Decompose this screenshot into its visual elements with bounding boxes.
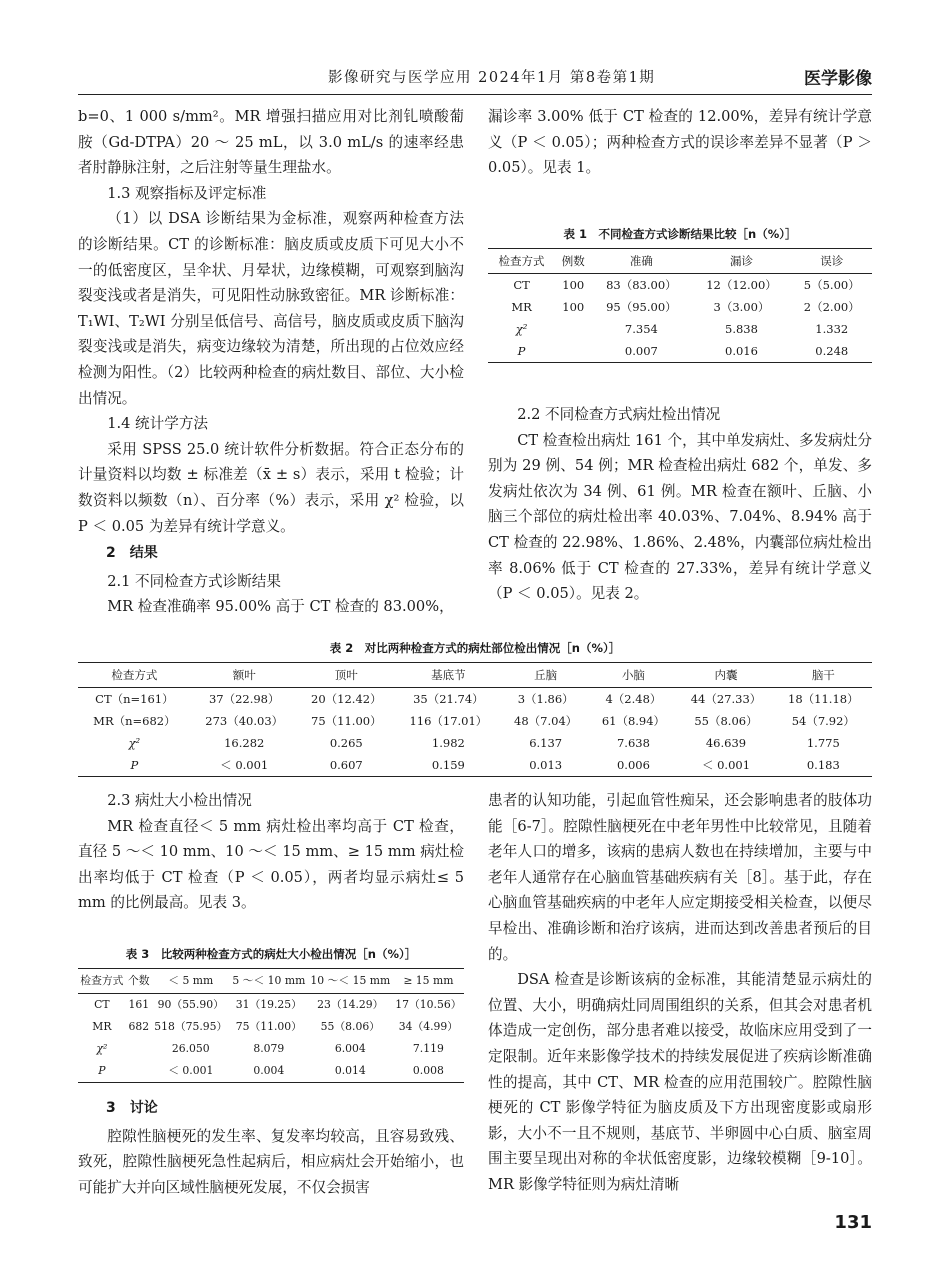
table-header-cell: 小脑 [590,663,678,688]
section-heading-2-2: 2.2 不同检查方式病灶检出情况 [517,406,721,423]
table-cell: 16.282 [224,736,265,750]
table-cell: 44（27.33） [690,692,762,706]
table-row [78,710,872,732]
table-cell: 2（2.00） [803,300,860,314]
table-cell: 3（3.00） [713,300,770,314]
table-row [78,994,464,1017]
table-header-cell: ≥ 15 mm [393,969,464,994]
table-cell: 34（4.99） [398,1020,459,1033]
table-header-cell: 脑干 [775,663,872,688]
section-title: 医学影像 [804,69,872,89]
paragraph: 采用 SPSS 25.0 统计软件分析数据。符合正态分布的计量资料以均数 ± 标准差（x̄ ± s）表示，采用 t 检验；计数资料以频数（n）、百分率（%）表示，采用 χ² 检验，以 P ＜ 0.05 为差异有统计学意义。 [78,440,464,535]
paragraph: （1）以 DSA 诊断结果为金标准，观察两种检查方法的诊断结果。CT 的诊断标准：脑皮质或皮质下可见大小不一的低密度区，呈伞状、月晕状，边缘模糊，可观察到脑沟裂变浅或者是消失，可见阳性动脉致密征。MR 诊断标准：T₁WI、T₂WI 分别呈低信号、高信号，脑皮质或皮质下脑沟裂变浅或是消失，病变边缘较为清楚，所出现的占位效应经检测为阳性。（2）比较两种检查的病灶数目、部位、大小检出情况。 [78,210,464,407]
table-cell: 12（12.00） [706,278,777,292]
header-rule [78,94,872,95]
table-cell: 75（11.00） [235,1020,302,1033]
table-cell: 54（7.92） [791,714,855,728]
paragraph: 腔隙性脑梗死的发生率、复发率均较高，且容易致残、致死，腔隙性脑梗死急性起病后，相应病灶会开始缩小，也可能扩大并向区域性脑梗死发展，不仅会损害 [78,1127,464,1196]
table-cell: MR [92,1020,112,1033]
table-cell: 37（22.98） [208,692,280,706]
table-cell: 90（55.90） [157,998,224,1011]
table-row [488,340,872,363]
table-cell: 61（8.94） [601,714,666,728]
table-row [488,296,872,318]
table-cell: ＜ 0.001 [677,754,774,777]
right-column-top [488,104,872,181]
table-header-cell: 准确 [591,249,691,274]
left-column-top [78,104,464,620]
paragraph: MR 检查直径＜ 5 mm 病灶检出率均高于 CT 检查，直径 5 ～＜ 10 mm、10 ～＜ 15 mm、≥ 15 mm 病灶检出率均低于 CT 检查（P ＜ 0.05），两者均显示病灶≤ 5 mm 的比例最高。见表 3。 [78,817,464,912]
table-2-grid [78,662,872,777]
table-cell: 0.265 [329,736,363,750]
table-cell: 75（11.00） [311,714,382,728]
table-row [78,1060,464,1083]
table-header-cell: 丘脑 [502,663,590,688]
table-cell: MR [511,300,532,314]
table-cell [126,1060,152,1083]
table-cell: 273（40.03） [205,714,284,728]
table-cell: 116（17.01） [409,714,488,728]
table-cell: 95（95.00） [606,300,677,314]
right-column-mid [488,402,872,607]
table-2 [78,640,872,777]
table-cell: 0.607 [298,754,395,777]
section-heading-2-1: 2.1 不同检查方式诊断结果 [107,572,281,590]
table-cell: 518（75.95） [154,1020,228,1033]
table-header-cell: 检查方式 [78,969,126,994]
table-cell: 100 [562,278,585,292]
table-header-cell: 检查方式 [488,249,555,274]
table-cell: 31（19.25） [235,998,302,1011]
table-cell: 1.332 [815,322,849,336]
table-cell: 55（8.06） [694,714,758,728]
paragraph: CT 检查检出病灶 161 个，其中单发病灶、多发病灶分别为 29 例、54 例；MR 检查检出病灶 682 个，单发、多发病灶依次为 34 例、61 例。MR 检查在额叶、丘脑、小脑三个部位的病灶检出率 40.03%、7.04%、8.94% 高于 CT 检查的 22.98%、1.86%、2.48%，内囊部位病灶检出率 8.06% 低于 CT 检查的 27.33%，差异有统计学意义（P ＜ 0.05）。见表 2。 [488,431,872,603]
table-cell: 0.248 [792,340,872,363]
paragraph: DSA 检查是诊断该病的金标准，其能清楚显示病灶的位置、大小，明确病灶同周围组织的关系，但其会对患者机体造成一定创伤，部分患者难以接受，故临床应用受到了一定限制。近年来影像学技术的持续发展促进了疾病诊断准确性的提高，其中 CT、MR 检查的应用范围较广。腔隙性脑梗死的 CT 影像学特征为脑皮质及下方出现密度影或扇形影，大小不一且不规则，基底节、半卵圆中心白质、脑室周围主要呈现出对称的伞状低密度影，边缘较模糊［9-10］。MR 影像学特征则为病灶清晰 [488,971,872,1193]
table-cell: χ² [128,736,141,750]
table-cell: CT [513,278,530,292]
table-cell: 5.838 [725,322,758,336]
table-cell: 6.004 [334,1042,366,1055]
table-cell: 1.982 [431,736,465,750]
page-number: 131 [834,1212,872,1233]
table-cell: 7.354 [624,322,658,336]
table-cell: CT [94,998,110,1011]
table-row [488,274,872,297]
table-cell: 0.008 [393,1060,464,1083]
section-heading-1-4: 1.4 统计学方法 [107,415,209,433]
table-cell: 100 [562,300,585,314]
table-row [488,318,872,340]
table-cell: P [488,340,555,363]
table-cell: 0.183 [775,754,872,777]
table-1 [488,226,872,363]
paragraph: b=0、1 000 s/mm²。MR 增强扫描应用对比剂钆喷酸葡胺（Gd-DTPA）20 ～ 25 mL，以 3.0 mL/s 的速率经患者肘静脉注射，之后注射等量生理盐水。 [78,108,464,177]
table-cell: 83（83.00） [606,278,677,292]
table-cell: 0.006 [590,754,678,777]
running-header [78,66,872,90]
table-cell [555,340,591,363]
table-cell: 682 [128,1020,150,1033]
table-cell: 6.137 [529,736,563,750]
table-cell: 5（5.00） [803,278,860,292]
table-header-cell: 额叶 [191,663,298,688]
section-heading-2: 2 结果 [106,545,158,562]
table-cell: 161 [128,998,150,1011]
section-heading-3: 3 讨论 [106,1100,158,1116]
table-header-cell: 内囊 [677,663,774,688]
table-cell: 8.079 [253,1042,285,1055]
table-cell: 3（1.86） [517,692,574,706]
section-heading-1-3: 1.3 观察指标及评定标准 [107,184,267,202]
table-header-cell: 误诊 [792,249,872,274]
table-cell: 46.639 [705,736,747,750]
table-header-cell: 基底节 [395,663,502,688]
table-cell: 23（14.29） [317,998,384,1011]
table-cell [555,318,591,340]
table-cell: 48（7.04） [514,714,578,728]
table-cell: 0.159 [395,754,502,777]
table-3 [78,946,464,1083]
table-row [78,732,872,754]
table-3-grid [78,968,464,1083]
table-cell: 1.775 [806,736,840,750]
left-column-bottom [78,788,464,916]
table-3-caption: 表 3 比较两种检查方式的病灶大小检出情况［n（%）］ [125,947,417,961]
table-cell: 26.050 [171,1042,210,1055]
table-1-caption: 表 1 不同检查方式诊断结果比较［n（%）］ [563,227,797,241]
table-cell: 4（2.48） [605,692,662,706]
section-heading-2-3: 2.3 病灶大小检出情况 [107,792,252,809]
table-cell: 35（21.74） [413,692,484,706]
journal-title: 影像研究与医学应用 2024年1月 第8卷第1期 [328,70,656,86]
right-column-bottom [488,788,872,1198]
table-cell: ＜ 0.001 [152,1060,230,1083]
table-cell: χ² [96,1042,108,1055]
left-column-discussion [78,1094,464,1200]
table-2-caption: 表 2 对比两种检查方式的病灶部位检出情况［n（%）］ [329,641,621,655]
table-cell: 17（10.56） [395,998,462,1011]
table-header-cell: 5 ～＜ 10 mm [230,969,308,994]
table-cell: 0.004 [230,1060,308,1083]
table-cell: 0.016 [691,340,791,363]
table-cell: ＜ 0.001 [191,754,298,777]
paragraph: MR 检查准确率 95.00% 高于 CT 检查的 83.00%， [107,598,454,616]
table-header-cell: 10 ～＜ 15 mm [308,969,393,994]
paragraph: 患者的认知功能，引起血管性痴呆，还会影响患者的肢体功能［6-7］。腔隙性脑梗死在中老年男性中比较常见，且随着老年人口的增多，该病的患病人数也在持续增加，主要与中老年人通常存在心脑血管基础疾病有关［8］。基于此，存在心脑血管基础疾病的中老年人应定期接受相关检查，以便尽早检出、准确诊断和治疗该病，进而达到改善患者预后的目的。 [488,792,872,963]
table-1-grid [488,248,872,363]
table-cell: 7.638 [616,736,650,750]
table-row [78,1038,464,1060]
table-cell: CT（n=161） [95,692,174,706]
table-cell: P [78,754,191,777]
table-header-cell: 例数 [555,249,591,274]
table-cell [126,1038,152,1060]
table-cell: 20（12.42） [311,692,382,706]
table-cell: 0.014 [308,1060,393,1083]
table-header-cell: 顶叶 [298,663,395,688]
table-cell: χ² [515,322,528,336]
table-header-cell: ＜ 5 mm [152,969,230,994]
table-cell: P [78,1060,126,1083]
table-cell: 0.013 [502,754,590,777]
table-header-cell: 漏诊 [691,249,791,274]
paragraph: 漏诊率 3.00% 低于 CT 检查的 12.00%，差异有统计学意义（P ＜ 0.05）；两种检查方式的误诊率差异不显著（P ＞ 0.05）。见表 1。 [488,108,872,177]
table-cell: MR（n=682） [93,714,176,728]
table-cell: 0.007 [591,340,691,363]
table-row [78,688,872,711]
table-row [78,754,872,777]
table-cell: 55（8.06） [320,1020,380,1033]
table-cell: 7.119 [412,1042,444,1055]
table-header-cell: 个数 [126,969,152,994]
table-cell: 18（11.18） [788,692,859,706]
table-header-cell: 检查方式 [78,663,191,688]
table-row [78,1016,464,1038]
